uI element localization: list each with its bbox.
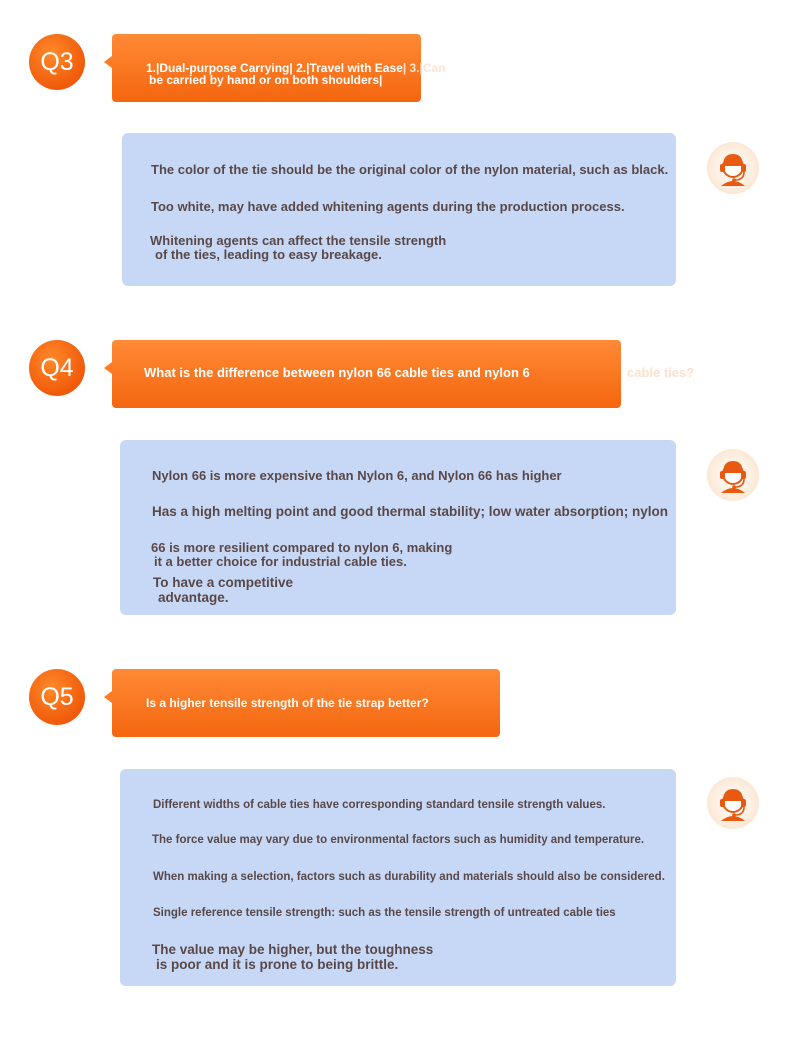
q3-question-line1: 1.|Dual-purpose Carrying| 2.|Travel with Ease| 3.|Can — [146, 61, 446, 75]
q4-answer-4: To have a competitive advantage. — [153, 575, 294, 605]
q3-agent-avatar-icon — [707, 142, 759, 194]
q5-badge: Q5 — [29, 669, 85, 725]
q5-question-line1: Is a higher tensile strength of the tie strap better? — [146, 696, 429, 710]
q3-answer-3: Whitening agents can affect the tensile strength of the ties, leading to easy breakage. — [150, 233, 447, 263]
q3-answer-2: Too white, may have added whitening agents during the production process. — [151, 199, 625, 214]
q4-answer-3: 66 is more resilient compared to nylon 6, making it a better choice for industrial cable ties. — [151, 540, 453, 570]
q4-badge: Q4 — [29, 340, 85, 396]
q4-answer-2: Has a high melting point and good thermal stability; low water absorption; nylon — [152, 504, 669, 519]
q5-question-box — [112, 669, 500, 737]
q4-answer-1: Nylon 66 is more expensive than Nylon 6, and Nylon 66 has higher — [152, 468, 562, 483]
customer-service-headset-icon — [707, 142, 759, 194]
q5-answer-2: The force value may vary due to environmental factors such as humidity and temperature. — [152, 834, 645, 846]
customer-service-headset-icon — [707, 777, 759, 829]
q4-question-overflow: cable ties? — [627, 365, 695, 380]
q5-agent-avatar-icon — [707, 777, 759, 829]
q3-question-line2: be carried by hand or on both shoulders| — [149, 73, 383, 87]
q5-answer-5: The value may be higher, but the toughness is poor and it is prone to being brittle. — [152, 942, 434, 972]
q5-answer-4: Single reference tensile strength: such as the tensile strength of untreated cable ties — [153, 907, 616, 919]
q4-agent-avatar-icon — [707, 449, 759, 501]
q4-question-line1: What is the difference between nylon 66 cable ties and nylon 6 — [144, 365, 530, 380]
q5-answer-1: Different widths of cable ties have corresponding standard tensile strength values. — [153, 799, 606, 811]
customer-service-headset-icon — [707, 449, 759, 501]
q3-answer-1: The color of the tie should be the original color of the nylon material, such as black. — [151, 162, 669, 177]
q3-question-box — [112, 34, 446, 102]
q4-question-box — [112, 340, 621, 408]
q3-badge: Q3 — [29, 34, 85, 90]
q5-answer-3: When making a selection, factors such as durability and materials should also be considered. — [153, 871, 665, 883]
